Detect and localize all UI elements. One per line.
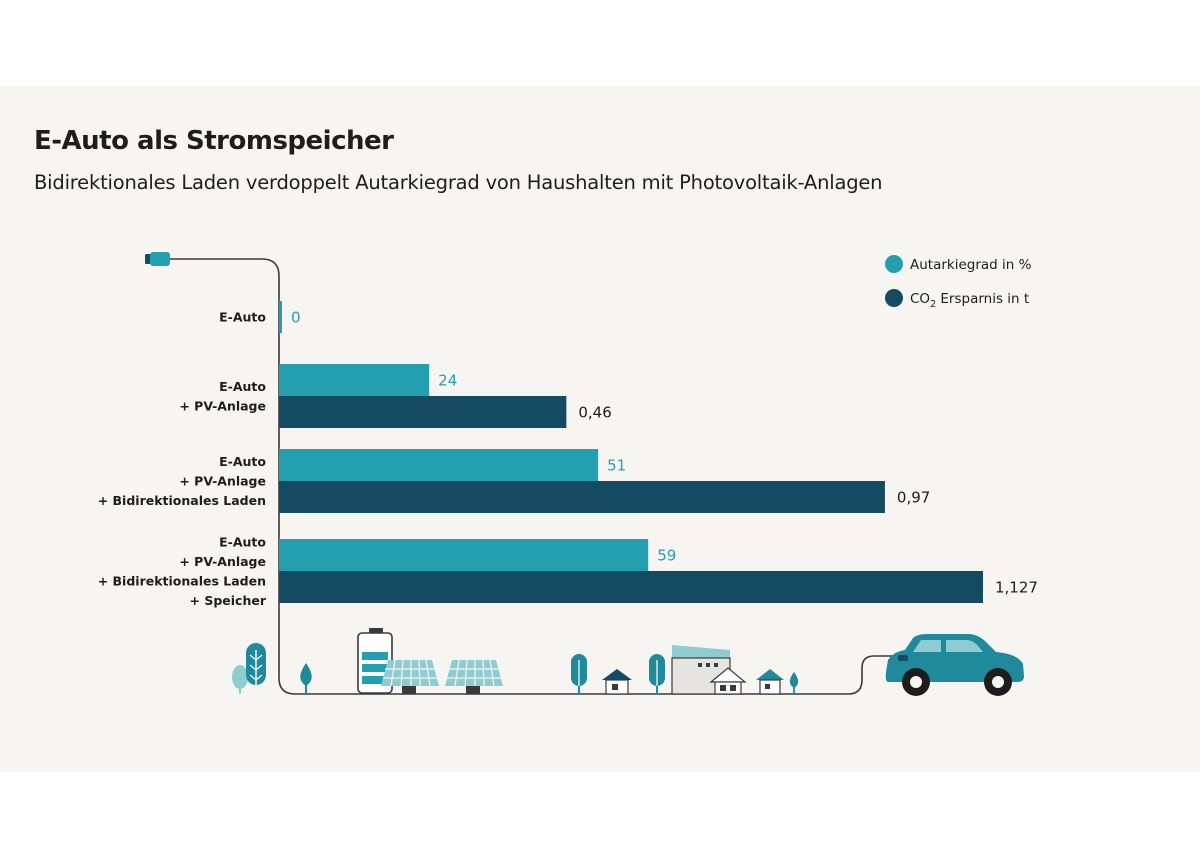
value-label-autarkie: 59 [657,546,677,565]
chart-title: E-Auto als Stromspeicher [34,126,394,156]
solar-panel-icon [445,660,503,694]
category-label: E-Auto + PV-Anlage + Bidirektionales Laden + Speicher [97,534,266,608]
legend-label-autarkie: Autarkiegrad in % [910,257,1032,273]
tree-icon [649,654,665,694]
value-label-co2: 0,97 [896,488,931,507]
bar-autarkie [279,301,282,333]
house-icon [756,669,784,694]
bar-co2 [279,396,566,428]
bar-autarkie [279,449,598,481]
car-icon [886,634,1024,696]
landscape-illustration [232,628,1024,696]
value-label-co2: 0,46 [578,403,612,422]
tree-icon [300,663,311,694]
legend-item-autarkie [885,255,1032,273]
legend [885,255,1032,310]
legend-swatch-co2 [885,289,903,307]
bar-co2 [279,481,885,513]
value-label-autarkie: 51 [607,456,627,475]
category-label: E-Auto + PV-Anlage [179,378,266,414]
value-label-autarkie: 24 [438,371,458,390]
tree-icon [571,654,587,694]
tree-icon [246,643,266,694]
legend-label-co2: $CO_2$ Ersparnis in t [910,291,1030,310]
tree-icon [790,672,798,694]
category-label: E-Auto [219,309,266,325]
bars-group [279,301,1038,603]
category-labels [98,310,267,608]
tree-icon [232,665,248,694]
house-icon [602,669,632,694]
legend-item-co2 [885,289,1029,310]
category-label: E-Auto + PV-Anlage + Bidirektionales Laden [97,454,266,508]
charging-plug-icon [145,252,170,266]
legend-swatch-autarkie [885,255,903,273]
bar-autarkie [279,539,648,571]
chart-subtitle: Bidirektionales Laden verdoppelt Autarkiegrad von Haushalten mit Photovoltaik-Anlagen [34,171,883,194]
value-label-co2: 1,127 [995,578,1038,597]
value-label-autarkie: 0 [291,308,301,327]
bar-autarkie [279,364,429,396]
bar-co2 [279,571,983,603]
